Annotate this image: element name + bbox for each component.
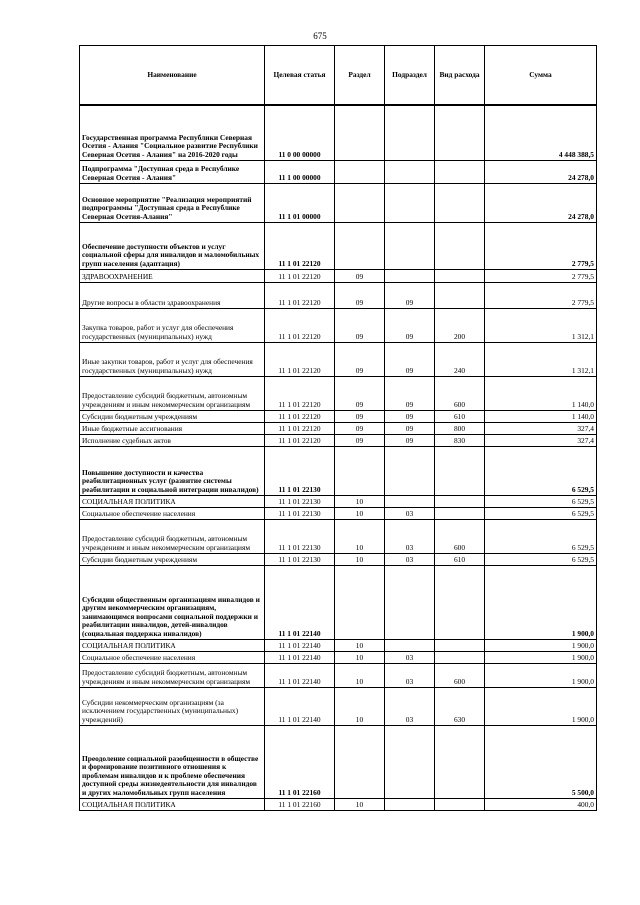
cell-subsection xyxy=(385,269,435,282)
cell-name: Государственная программа Республики Северная Осетия - Алания "Социальное развитие Республики Северная Осетия - Алания" на 2016-2020 годы xyxy=(80,105,265,160)
table-row xyxy=(80,519,597,553)
header-section: Раздел xyxy=(335,46,385,106)
table-row xyxy=(80,639,597,651)
cell-sum: 6 529,5 xyxy=(485,507,597,519)
cell-subsection: 03 xyxy=(385,507,435,519)
table-row xyxy=(80,725,597,798)
cell-section: 10 xyxy=(335,687,385,725)
cell-sum: 1 900,0 xyxy=(485,651,597,663)
cell-name: Исполнение судебных актов xyxy=(80,434,265,446)
header-sum: Сумма xyxy=(485,46,597,106)
cell-target: 11 1 01 22140 xyxy=(265,663,335,687)
table-row xyxy=(80,160,597,183)
cell-expense xyxy=(435,282,485,308)
cell-section: 09 xyxy=(335,434,385,446)
page-number: 675 xyxy=(313,31,327,41)
cell-target: 11 1 01 22120 xyxy=(265,422,335,434)
cell-section: 10 xyxy=(335,507,385,519)
table-row xyxy=(80,222,597,269)
cell-target: 11 1 01 22140 xyxy=(265,565,335,639)
cell-sum: 6 529,5 xyxy=(485,446,597,495)
cell-target: 11 1 01 22130 xyxy=(265,507,335,519)
cell-target: 11 1 01 22130 xyxy=(265,446,335,495)
cell-target: 11 1 01 22120 xyxy=(265,222,335,269)
cell-expense xyxy=(435,105,485,160)
cell-name: Субсидии общественным организациям инвалидов и другим некоммерческим организациям, занимающимся вопросами социальной поддержки и реабилитации инвалидов, детей-инвалидов (социальная поддержка инвалидов) xyxy=(80,565,265,639)
header-expense: Вид расхода xyxy=(435,46,485,106)
table-row xyxy=(80,410,597,422)
cell-subsection xyxy=(385,160,435,183)
cell-expense xyxy=(435,269,485,282)
cell-subsection xyxy=(385,798,435,810)
table-row xyxy=(80,651,597,663)
cell-sum: 1 140,0 xyxy=(485,410,597,422)
cell-name: Повышение доступности и качества реабилитационных услуг (развитие системы реабилитации и социальной интеграции инвалидов) xyxy=(80,446,265,495)
cell-sum: 6 529,5 xyxy=(485,495,597,507)
cell-target: 11 1 01 22160 xyxy=(265,798,335,810)
cell-sum: 1 140,0 xyxy=(485,376,597,410)
cell-sum: 2 779,5 xyxy=(485,269,597,282)
cell-section xyxy=(335,725,385,798)
cell-expense xyxy=(435,183,485,222)
cell-sum: 1 900,0 xyxy=(485,663,597,687)
cell-name: Иные закупки товаров, работ и услуг для обеспечения государственных (муниципальных) нужд xyxy=(80,342,265,376)
cell-section: 09 xyxy=(335,376,385,410)
cell-subsection: 09 xyxy=(385,342,435,376)
cell-sum: 6 529,5 xyxy=(485,553,597,565)
cell-section: 10 xyxy=(335,553,385,565)
table-row xyxy=(80,422,597,434)
cell-subsection: 09 xyxy=(385,376,435,410)
cell-subsection xyxy=(385,105,435,160)
cell-section xyxy=(335,565,385,639)
cell-section: 09 xyxy=(335,422,385,434)
header-subsection: Подраздел xyxy=(385,46,435,106)
cell-expense: 600 xyxy=(435,376,485,410)
cell-section xyxy=(335,446,385,495)
cell-subsection: 09 xyxy=(385,434,435,446)
cell-sum: 24 278,0 xyxy=(485,183,597,222)
cell-name: СОЦИАЛЬНАЯ ПОЛИТИКА xyxy=(80,495,265,507)
cell-name: Субсидии бюджетным учреждениям xyxy=(80,410,265,422)
cell-subsection: 03 xyxy=(385,651,435,663)
cell-subsection xyxy=(385,495,435,507)
cell-name: Предоставление субсидий бюджетным, автономным учреждениям и иным некоммерческим организациям xyxy=(80,376,265,410)
cell-target: 11 1 01 22120 xyxy=(265,342,335,376)
table-row xyxy=(80,434,597,446)
cell-section xyxy=(335,183,385,222)
cell-expense xyxy=(435,446,485,495)
cell-subsection: 03 xyxy=(385,519,435,553)
cell-sum: 327,4 xyxy=(485,422,597,434)
cell-name: Иные бюджетные ассигнования xyxy=(80,422,265,434)
cell-name: Субсидии некоммерческим организациям (за исключением государственных (муниципальных) учреждений) xyxy=(80,687,265,725)
cell-subsection: 03 xyxy=(385,687,435,725)
cell-subsection xyxy=(385,725,435,798)
cell-name: СОЦИАЛЬНАЯ ПОЛИТИКА xyxy=(80,798,265,810)
cell-target: 11 1 01 22120 xyxy=(265,282,335,308)
header-name: Наименование xyxy=(80,46,265,106)
cell-name: Социальное обеспечение населения xyxy=(80,651,265,663)
cell-subsection: 03 xyxy=(385,553,435,565)
cell-expense: 610 xyxy=(435,553,485,565)
cell-target: 11 1 01 22140 xyxy=(265,639,335,651)
cell-expense: 240 xyxy=(435,342,485,376)
cell-expense xyxy=(435,651,485,663)
cell-expense: 600 xyxy=(435,663,485,687)
cell-sum: 2 779,5 xyxy=(485,282,597,308)
cell-expense: 600 xyxy=(435,519,485,553)
cell-section: 10 xyxy=(335,495,385,507)
cell-sum: 1 312,1 xyxy=(485,342,597,376)
table-row xyxy=(80,798,597,810)
cell-sum: 400,0 xyxy=(485,798,597,810)
cell-subsection: 03 xyxy=(385,663,435,687)
table-row xyxy=(80,495,597,507)
cell-expense xyxy=(435,639,485,651)
cell-subsection xyxy=(385,222,435,269)
table-row xyxy=(80,105,597,160)
cell-target: 11 1 01 22140 xyxy=(265,651,335,663)
cell-subsection: 09 xyxy=(385,410,435,422)
cell-section: 10 xyxy=(335,663,385,687)
cell-expense: 800 xyxy=(435,422,485,434)
cell-name: Преодоление социальной разобщенности в обществе и формирование позитивного отношения к проблемам инвалидов и к проблеме обеспечения доступной среды жизнедеятельности для инвалидов и других маломобильных групп населения xyxy=(80,725,265,798)
table-row xyxy=(80,269,597,282)
cell-sum: 327,4 xyxy=(485,434,597,446)
cell-expense xyxy=(435,507,485,519)
cell-section: 09 xyxy=(335,342,385,376)
cell-expense: 830 xyxy=(435,434,485,446)
table-row xyxy=(80,507,597,519)
cell-target: 11 1 01 22120 xyxy=(265,434,335,446)
cell-subsection: 09 xyxy=(385,422,435,434)
cell-name: СОЦИАЛЬНАЯ ПОЛИТИКА xyxy=(80,639,265,651)
table-row xyxy=(80,553,597,565)
cell-section: 09 xyxy=(335,282,385,308)
table-row xyxy=(80,446,597,495)
table-row xyxy=(80,565,597,639)
cell-name: Субсидии бюджетным учреждениям xyxy=(80,553,265,565)
cell-section: 10 xyxy=(335,639,385,651)
cell-target: 11 1 01 22130 xyxy=(265,495,335,507)
cell-sum: 2 779,5 xyxy=(485,222,597,269)
cell-target: 11 1 01 22130 xyxy=(265,553,335,565)
table-row xyxy=(80,183,597,222)
cell-section: 09 xyxy=(335,410,385,422)
cell-expense xyxy=(435,160,485,183)
cell-name: Подпрограмма "Доступная среда в Республике Северная Осетия - Алания" xyxy=(80,160,265,183)
cell-sum: 6 529,5 xyxy=(485,519,597,553)
cell-expense xyxy=(435,798,485,810)
cell-section xyxy=(335,160,385,183)
cell-sum: 24 278,0 xyxy=(485,160,597,183)
cell-target: 11 1 01 22120 xyxy=(265,308,335,342)
cell-section: 09 xyxy=(335,308,385,342)
cell-name: ЗДРАВООХРАНЕНИЕ xyxy=(80,269,265,282)
cell-subsection xyxy=(385,639,435,651)
cell-section xyxy=(335,105,385,160)
table-row xyxy=(80,308,597,342)
table-body xyxy=(80,105,597,810)
cell-target: 11 1 01 22120 xyxy=(265,269,335,282)
cell-name: Обеспечение доступности объектов и услуг социальной сферы для инвалидов и маломобильных групп населения (адаптация) xyxy=(80,222,265,269)
cell-target: 11 1 01 22120 xyxy=(265,410,335,422)
cell-name: Закупка товаров, работ и услуг для обеспечения государственных (муниципальных) нужд xyxy=(80,308,265,342)
cell-expense xyxy=(435,565,485,639)
cell-target: 11 1 01 22140 xyxy=(265,687,335,725)
table-row xyxy=(80,376,597,410)
cell-section: 09 xyxy=(335,269,385,282)
table-header-row xyxy=(80,46,597,106)
cell-name: Предоставление субсидий бюджетным, автономным учреждениям и иным некоммерческим организациям xyxy=(80,663,265,687)
cell-expense: 610 xyxy=(435,410,485,422)
cell-expense xyxy=(435,495,485,507)
table-row xyxy=(80,342,597,376)
cell-name: Предоставление субсидий бюджетным, автономным учреждениям и иным некоммерческим организациям xyxy=(80,519,265,553)
cell-target: 11 1 01 00000 xyxy=(265,183,335,222)
cell-subsection xyxy=(385,446,435,495)
cell-name: Основное мероприятие "Реализация мероприятий подпрограммы "Доступная среда в Республике Северная Осетия-Алания" xyxy=(80,183,265,222)
cell-sum: 5 500,0 xyxy=(485,725,597,798)
cell-name: Другие вопросы в области здравоохранения xyxy=(80,282,265,308)
cell-sum: 1 312,1 xyxy=(485,308,597,342)
cell-target: 11 0 00 00000 xyxy=(265,105,335,160)
cell-section: 10 xyxy=(335,798,385,810)
cell-target: 11 1 01 22120 xyxy=(265,376,335,410)
cell-section xyxy=(335,222,385,269)
budget-table xyxy=(79,45,597,811)
cell-expense xyxy=(435,725,485,798)
cell-name: Социальное обеспечение населения xyxy=(80,507,265,519)
cell-subsection: 09 xyxy=(385,308,435,342)
cell-section: 10 xyxy=(335,651,385,663)
cell-sum: 1 900,0 xyxy=(485,687,597,725)
cell-target: 11 1 00 00000 xyxy=(265,160,335,183)
cell-subsection xyxy=(385,183,435,222)
table-row xyxy=(80,663,597,687)
cell-section: 10 xyxy=(335,519,385,553)
cell-subsection: 09 xyxy=(385,282,435,308)
cell-expense xyxy=(435,222,485,269)
cell-sum: 1 900,0 xyxy=(485,565,597,639)
cell-target: 11 1 01 22160 xyxy=(265,725,335,798)
cell-target: 11 1 01 22130 xyxy=(265,519,335,553)
cell-expense: 200 xyxy=(435,308,485,342)
table-row xyxy=(80,282,597,308)
cell-subsection xyxy=(385,565,435,639)
cell-expense: 630 xyxy=(435,687,485,725)
header-target: Целевая статья xyxy=(265,46,335,106)
cell-sum: 4 448 388,5 xyxy=(485,105,597,160)
table-row xyxy=(80,687,597,725)
cell-sum: 1 900,0 xyxy=(485,639,597,651)
